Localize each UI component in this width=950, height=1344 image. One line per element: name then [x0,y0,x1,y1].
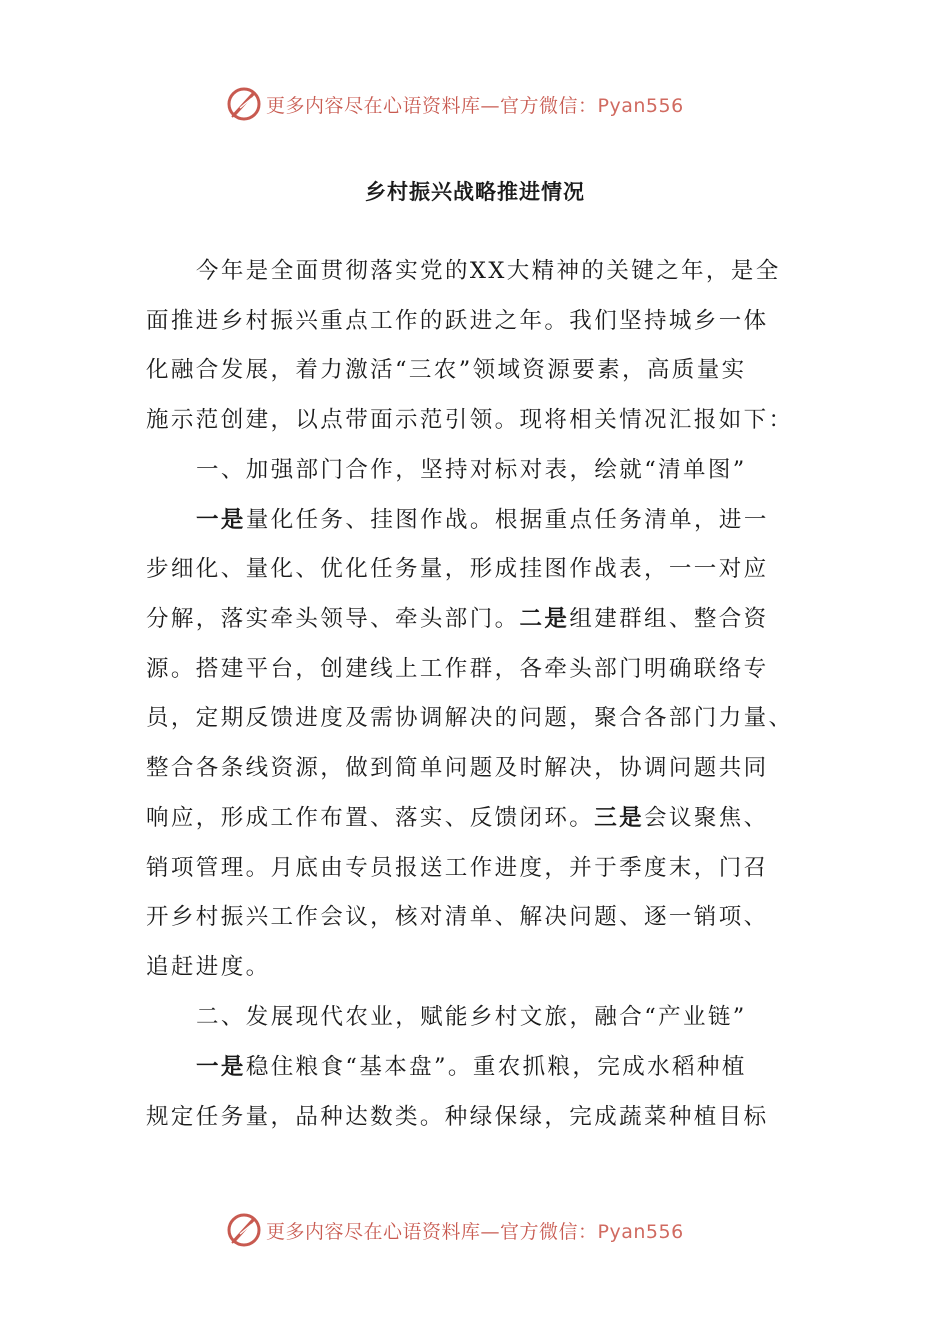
paragraph-line: 化融合发展，着力激活“三农”领域资源要素，高质量实 [146,357,747,383]
paragraph-line: 开乡村振兴工作会议，核对清单、解决问题、逐一销项、 [146,904,769,930]
paragraph-line: 面推进乡村振兴重点工作的跃进之年。我们坚持城乡一体 [146,308,769,334]
paragraph-line: 员，定期反馈进度及需协调解决的问题，聚合各部门力量、 [146,705,794,731]
paragraph-line: 一是稳住粮食“基本盘”。重农抓粮，完成水稻种植 [196,1054,747,1080]
section-heading: 二、发展现代农业，赋能乡村文旅，融合“产业链” [196,1004,747,1030]
quill-logo-icon [226,86,262,122]
paragraph-line: 今年是全面贯彻落实党的XX大精神的关键之年，是全 [196,258,781,284]
paragraph-line: 销项管理。月底由专员报送工作进度，并于季度末，门召 [146,855,769,881]
quill-logo-icon [226,1212,262,1248]
paragraph-line: 施示范创建，以点带面示范引领。现将相关情况汇报如下： [146,407,794,433]
paragraph-line: 源。搭建平台，创建线上工作群，各牵头部门明确联络专 [146,656,769,682]
paragraph-line: 规定任务量，品种达数类。种绿保绿，完成蔬菜种植目标 [146,1104,769,1130]
watermark-footer [226,1210,746,1250]
watermark-handle: Pyan556 [597,1220,684,1243]
section-heading: 一、加强部门合作，坚持对标对表，绘就“清单图” [196,457,747,483]
paragraph-line: 追赶进度。 [146,954,271,980]
watermark-handle: Pyan556 [597,94,684,117]
point-label: 三是 [594,805,645,831]
paragraph-line: 响应，形成工作布置、落实、反馈闭环。三是会议聚焦、 [146,805,769,831]
paragraph-line: 一是量化任务、挂图作战。根据重点任务清单，进一 [196,507,769,533]
watermark-text: 更多内容尽在心语资料库—官方微信：Pyan556 [266,1220,684,1243]
document-title: 乡村振兴战略推进情况 [365,179,585,204]
paragraph-line: 分解，落实牵头领导、牵头部门。二是组建群组、整合资 [146,606,769,632]
point-label: 一是 [196,1054,246,1080]
point-label: 二是 [519,606,570,632]
paragraph-line: 整合各条线资源，做到简单问题及时解决，协调问题共同 [146,755,769,781]
watermark-header [226,84,746,124]
paragraph-line: 步细化、量化、优化任务量，形成挂图作战表，一一对应 [146,556,769,582]
point-label: 一是 [196,507,246,533]
watermark-text: 更多内容尽在心语资料库—官方微信：Pyan556 [266,94,684,117]
